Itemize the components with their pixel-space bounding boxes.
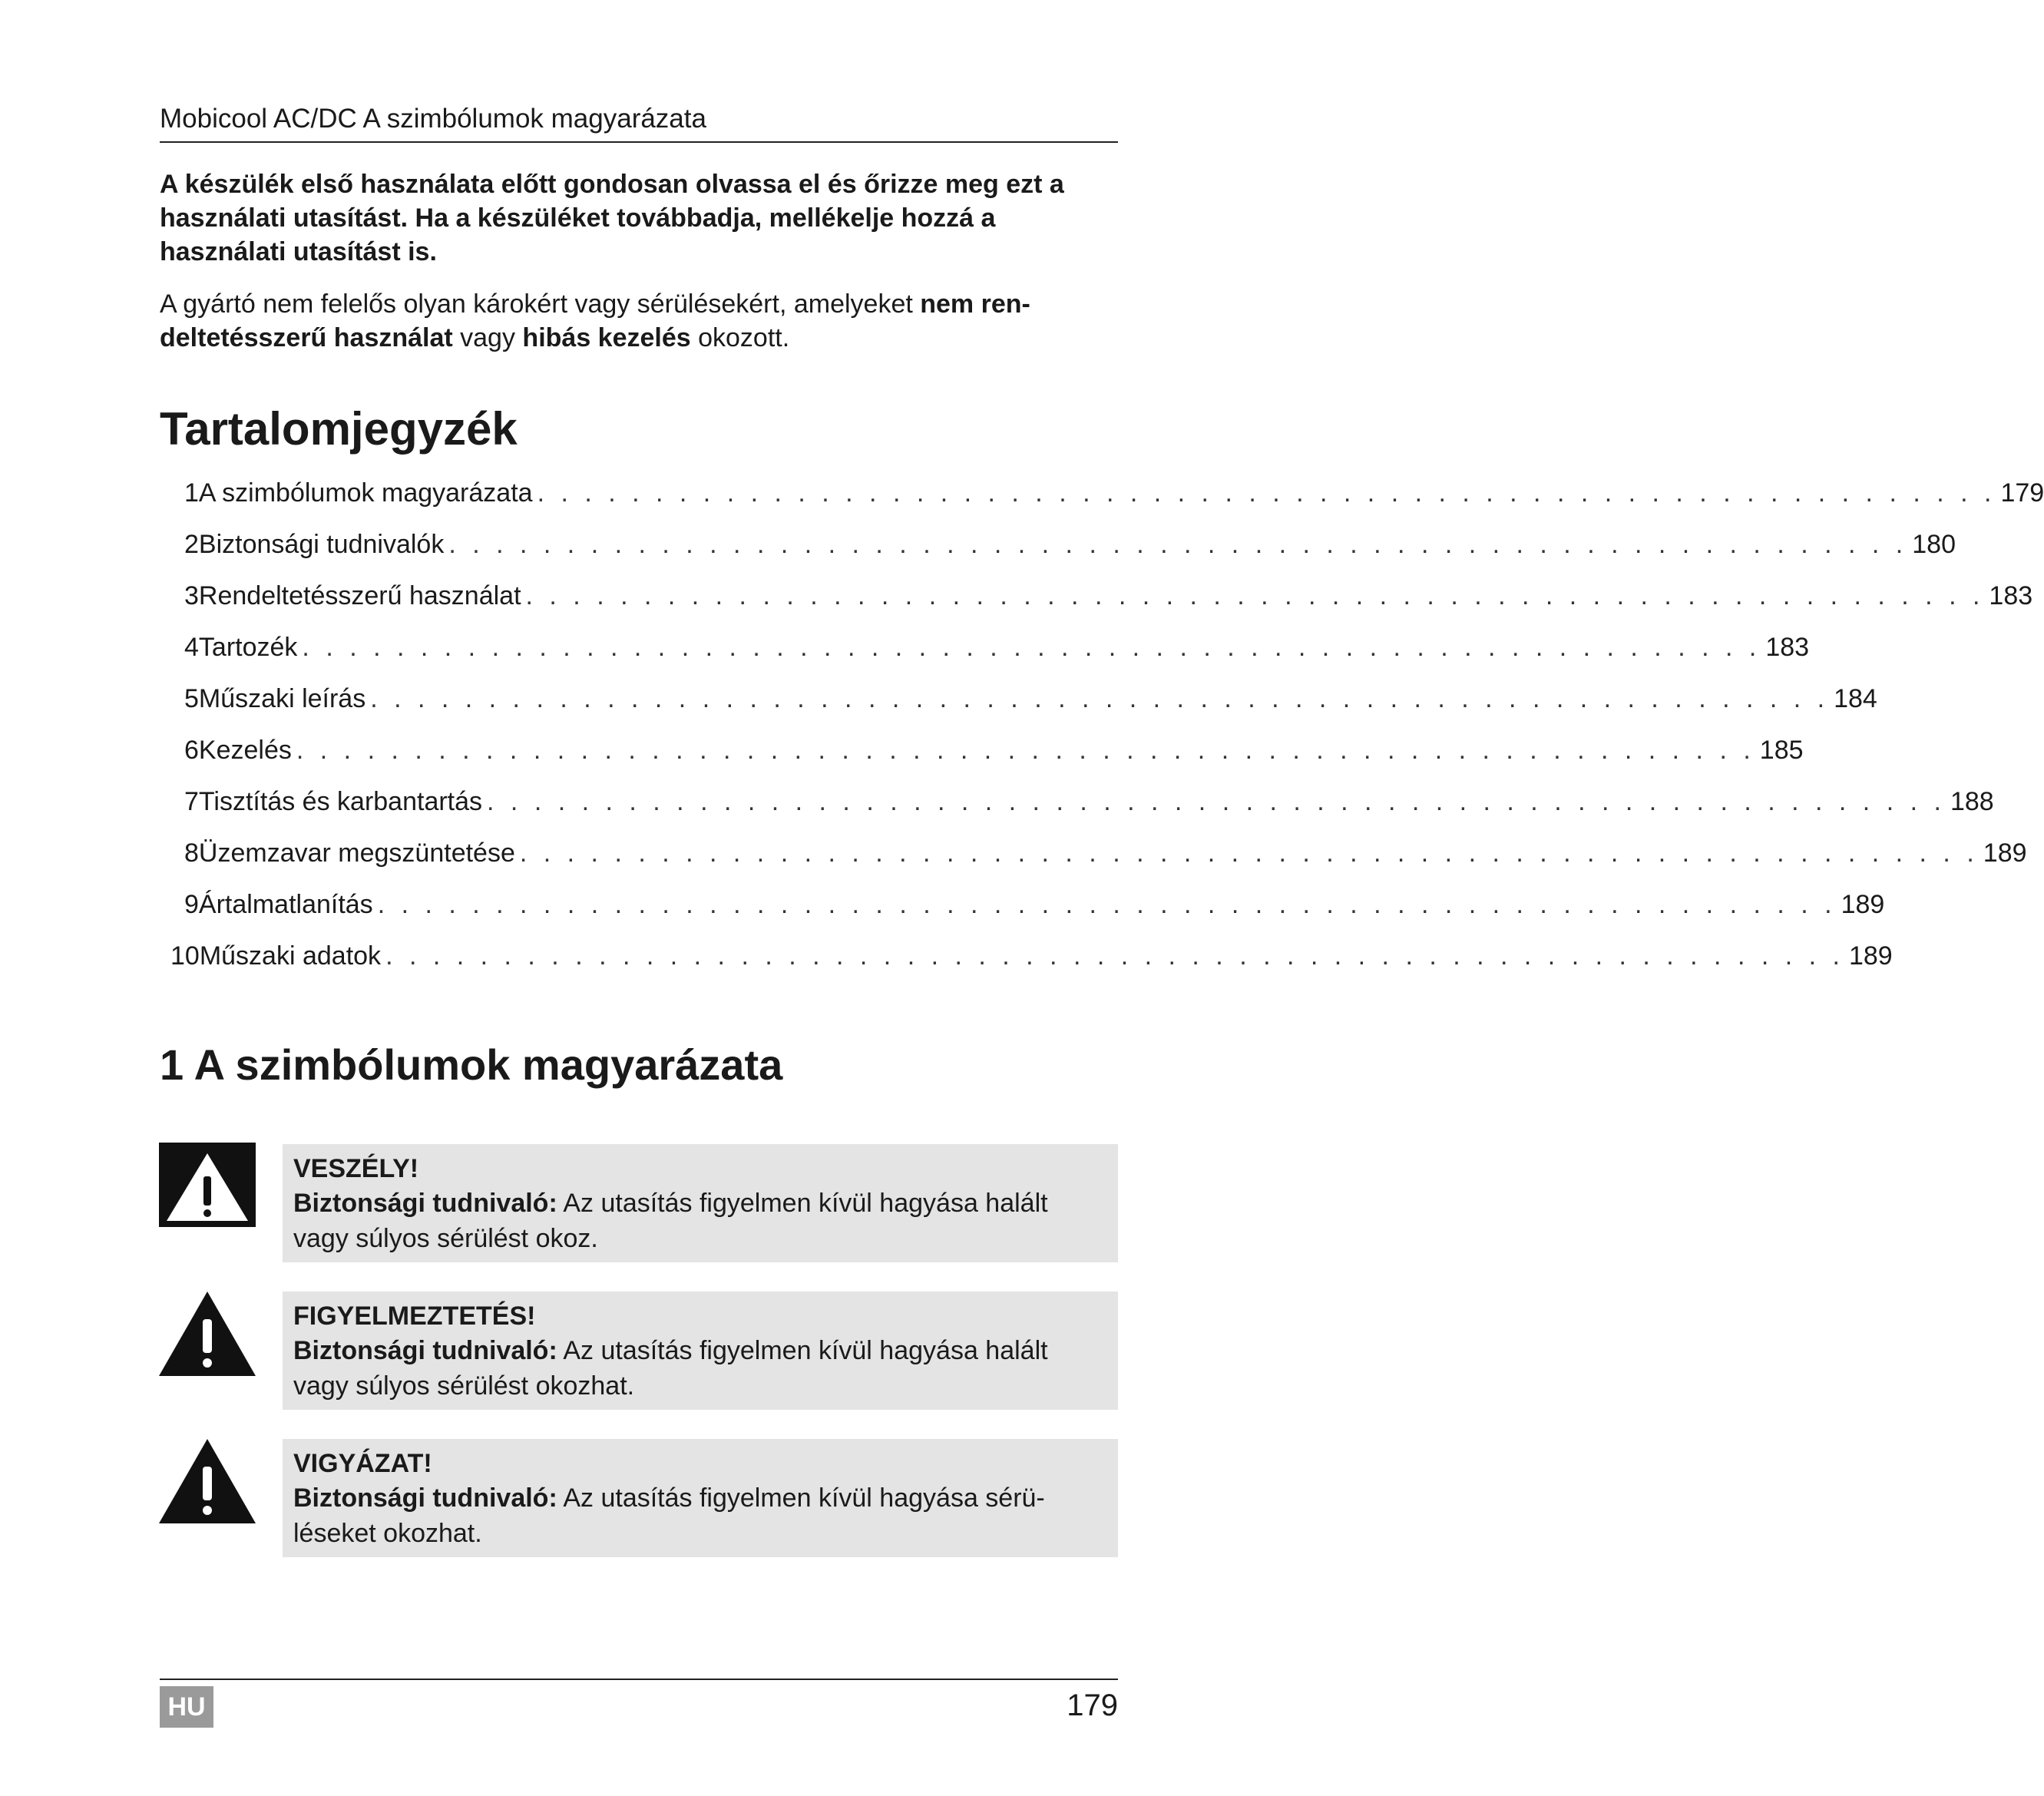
warning-notice-box <box>283 1292 1118 1410</box>
caution-notice-box <box>283 1439 1118 1557</box>
warning-triangle-icon <box>159 1292 256 1376</box>
intro-warning-paragraph: A készülék első használata előtt gondosan olvassa el és őrizze meg ezt a használati utasítást. Ha a készüléket továbbadja, mellékelje hozzá a használati utasítást is. <box>160 170 1064 266</box>
toc-entry-page: 183 <box>1989 581 2033 610</box>
warning-description: Az utasítás figyelmen kívül hagyása halált vagy súlyos sérülést okozhat. <box>293 1336 1048 1401</box>
toc-entry-page: 189 <box>1983 838 2027 868</box>
liability-text-1: A gyártó nem felelős olyan károkért vagy sérülésekért, amelyeket <box>160 289 921 319</box>
toc-entry-page: 188 <box>1950 787 1994 816</box>
toc-entry-label: A szimbólumok magyarázata <box>198 478 533 508</box>
warning-level-label: FIGYELMEZTETÉS! <box>293 1302 536 1331</box>
warning-notice-text <box>293 1333 1107 1404</box>
safety-note-label: Biztonsági tudnivaló: <box>293 1336 557 1365</box>
danger-level-label: VESZÉLY! <box>293 1154 419 1183</box>
toc-dot-leader: . . . . . . . . . . . . . . . . . . . . . . . . . . . . . . . . . . . . . . . . . . . . . . . . . . . . . . . . . . . . . . <box>385 941 1844 971</box>
danger-notice-box <box>283 1144 1118 1262</box>
toc-entry-number: 10 <box>170 941 200 971</box>
toc-dot-leader: . . . . . . . . . . . . . . . . . . . . . . . . . . . . . . . . . . . . . . . . . . . . . . . . . . . . . . . . . . . . . . <box>448 530 1908 559</box>
toc-dot-leader: . . . . . . . . . . . . . . . . . . . . . . . . . . . . . . . . . . . . . . . . . . . . . . . . . . . . . . . . . . . . . . <box>487 787 1946 816</box>
toc-entry-label: Biztonsági tudnivalók <box>198 530 445 559</box>
toc-entry-label: Kezelés <box>198 736 292 765</box>
caution-triangle-icon <box>159 1439 256 1523</box>
toc-entry-number: 6 <box>184 736 199 765</box>
danger-warning-icon <box>159 1143 256 1227</box>
toc-dot-leader: . . . . . . . . . . . . . . . . . . . . . . . . . . . . . . . . . . . . . . . . . . . . . . . . . . . . . . . . . . . . . . <box>525 581 1985 610</box>
liability-bold-1: nem ren-deltetésszerű használat <box>160 289 1030 352</box>
toc-entry-label: Műszaki leírás <box>198 684 366 713</box>
toc-entry-label: Rendeltetésszerű használat <box>198 581 521 610</box>
safety-note-label: Biztonsági tudnivaló: <box>293 1483 557 1513</box>
section-title: 1 A szimbólumok magyarázata <box>160 1040 783 1089</box>
toc-entry-label: Tisztítás és karbantartás <box>198 787 483 816</box>
toc-dot-leader: . . . . . . . . . . . . . . . . . . . . . . . . . . . . . . . . . . . . . . . . . . . . . . . . . . . . . . . . . . . . . . <box>296 736 1755 765</box>
toc-entry-9[interactable] <box>184 888 1885 921</box>
running-header: Mobicool AC/DC A szimbólumok magyarázata <box>160 101 1118 143</box>
toc-entry-number: 9 <box>184 890 199 919</box>
toc-entry-label: Tartozék <box>198 633 298 662</box>
toc-entry-number: 5 <box>184 684 199 713</box>
toc-dot-leader: . . . . . . . . . . . . . . . . . . . . . . . . . . . . . . . . . . . . . . . . . . . . . . . . . . . . . . . . . . . . . . <box>302 633 1761 662</box>
danger-description: Az utasítás figyelmen kívül hagyása halált vagy súlyos sérülést okoz. <box>293 1189 1048 1253</box>
toc-entry-7[interactable] <box>184 785 1994 819</box>
toc-entry-2[interactable] <box>184 528 1956 561</box>
toc-entry-page: 184 <box>1834 684 1877 713</box>
toc-entry-number: 4 <box>184 633 199 662</box>
toc-entry-4[interactable] <box>184 630 1810 664</box>
toc-title: Tartalomjegyzék <box>160 403 518 455</box>
toc-entry-page: 180 <box>1912 530 1956 559</box>
liability-bold-2: hibás kezelés <box>522 323 691 352</box>
page-number: 179 <box>1067 1689 1118 1722</box>
toc-entry-page: 189 <box>1841 890 1885 919</box>
toc-entry-8[interactable] <box>184 836 2027 870</box>
toc-entry-number: 2 <box>184 530 199 559</box>
toc-entry-number: 1 <box>184 478 199 508</box>
toc-entry-10[interactable] <box>170 939 1893 973</box>
toc-entry-page: 185 <box>1759 736 1804 765</box>
caution-notice-text <box>293 1480 1107 1551</box>
toc-entry-page: 183 <box>1765 633 1810 662</box>
toc-dot-leader: . . . . . . . . . . . . . . . . . . . . . . . . . . . . . . . . . . . . . . . . . . . . . . . . . . . . . . . . . . . . . . <box>370 684 1830 713</box>
caution-level-label: VIGYÁZAT! <box>293 1449 432 1478</box>
toc-entry-1[interactable] <box>184 476 2044 510</box>
toc-entry-page: 179 <box>2000 478 2044 508</box>
toc-entry-label: Műszaki adatok <box>199 941 382 971</box>
toc-entry-6[interactable] <box>184 733 1804 767</box>
toc-dot-leader: . . . . . . . . . . . . . . . . . . . . . . . . . . . . . . . . . . . . . . . . . . . . . . . . . . . . . . . . . . . . . . <box>377 890 1837 919</box>
safety-note-label: Biztonsági tudnivaló: <box>293 1189 557 1218</box>
footer-divider <box>160 1679 1118 1680</box>
toc-entry-number: 7 <box>184 787 199 816</box>
toc-entry-number: 8 <box>184 838 199 868</box>
toc-entry-5[interactable] <box>184 682 1877 716</box>
toc-entry-label: Ártalmatlanítás <box>198 890 373 919</box>
toc-entry-3[interactable] <box>184 579 2033 613</box>
toc-entry-label: Üzemzavar megszüntetése <box>198 838 515 868</box>
danger-notice-text <box>293 1186 1107 1256</box>
toc-entry-number: 3 <box>184 581 199 610</box>
toc-dot-leader: . . . . . . . . . . . . . . . . . . . . . . . . . . . . . . . . . . . . . . . . . . . . . . . . . . . . . . . . . . . . . . <box>537 478 1996 508</box>
toc-entry-page: 189 <box>1848 941 1893 971</box>
toc-dot-leader: . . . . . . . . . . . . . . . . . . . . . . . . . . . . . . . . . . . . . . . . . . . . . . . . . . . . . . . . . . . . . . <box>519 838 1979 868</box>
liability-text-2: vagy <box>452 323 523 352</box>
liability-text-3: okozott. <box>690 323 790 352</box>
caution-description: Az utasítás figyelmen kívül hagyása sérü-léseket okozhat. <box>293 1483 1045 1548</box>
language-badge: HU <box>160 1686 213 1728</box>
